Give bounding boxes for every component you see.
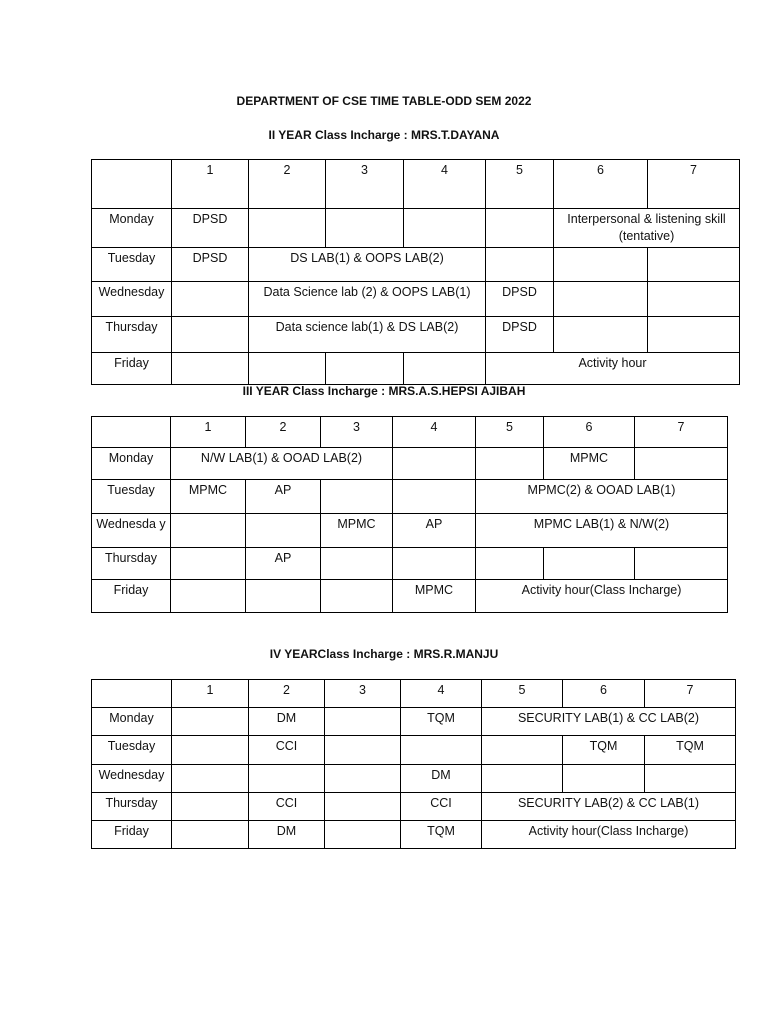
corner-cell: [92, 417, 171, 448]
schedule-cell: [249, 209, 326, 248]
period-header: 6: [563, 680, 645, 708]
schedule-cell: [648, 282, 740, 317]
schedule-cell: [476, 548, 544, 580]
table-row: [92, 793, 736, 821]
day-label: Monday: [92, 708, 172, 736]
period-header: 1: [171, 417, 246, 448]
period-header: 4: [401, 680, 482, 708]
schedule-cell: [171, 580, 246, 613]
schedule-cell: [172, 317, 249, 353]
schedule-cell: [554, 317, 648, 353]
schedule-cell: [486, 209, 554, 248]
period-header: 6: [544, 417, 635, 448]
schedule-cell: SECURITY LAB(1) & CC LAB(2): [482, 708, 736, 736]
schedule-cell: MPMC(2) & OOAD LAB(1): [476, 480, 728, 514]
table-row: [92, 209, 740, 248]
schedule-cell: [645, 765, 736, 793]
schedule-cell: [249, 765, 325, 793]
schedule-cell: [321, 548, 393, 580]
schedule-cell: DM: [401, 765, 482, 793]
fourth-year-timetable: [91, 679, 736, 849]
schedule-cell: [404, 209, 486, 248]
day-label: Friday: [92, 821, 172, 849]
day-label: Thursday: [92, 548, 171, 580]
page-title: DEPARTMENT OF CSE TIME TABLE-ODD SEM 2022: [236, 94, 532, 108]
period-header: 4: [404, 160, 486, 209]
period-header: 1: [172, 160, 249, 209]
schedule-cell: [482, 736, 563, 765]
schedule-cell: [172, 793, 249, 821]
schedule-cell: [172, 282, 249, 317]
period-header: 2: [249, 680, 325, 708]
schedule-cell: [393, 448, 476, 480]
schedule-cell: DPSD: [486, 317, 554, 353]
schedule-cell: [246, 580, 321, 613]
table-row: [92, 353, 740, 385]
period-header: 6: [554, 160, 648, 209]
schedule-cell: [172, 765, 249, 793]
day-label: Friday: [92, 580, 171, 613]
schedule-cell: [326, 353, 404, 385]
third-year-incharge-heading: III YEAR Class Incharge : MRS.A.S.HEPSI AJIBAH: [242, 384, 526, 398]
second-year-timetable: [91, 159, 740, 385]
schedule-cell: [321, 580, 393, 613]
schedule-cell: DPSD: [486, 282, 554, 317]
day-label: Tuesday: [92, 480, 171, 514]
schedule-cell: MPMC: [393, 580, 476, 613]
schedule-cell: [172, 736, 249, 765]
table-header-row: [92, 680, 736, 708]
table-header-row: [92, 160, 740, 209]
day-label: Friday: [92, 353, 172, 385]
second-year-incharge-heading: II YEAR Class Incharge : MRS.T.DAYANA: [268, 128, 500, 142]
schedule-cell: CCI: [401, 793, 482, 821]
table-row: [92, 480, 728, 514]
day-label: Tuesday: [92, 736, 172, 765]
schedule-cell: [404, 353, 486, 385]
corner-cell: [92, 160, 172, 209]
schedule-cell: DM: [249, 821, 325, 849]
fourth-year-incharge-heading: IV YEARClass Incharge : MRS.R.MANJU: [269, 647, 499, 661]
corner-cell: [92, 680, 172, 708]
schedule-cell: Data science lab(1) & DS LAB(2): [249, 317, 486, 353]
period-header: 5: [486, 160, 554, 209]
day-label: Tuesday: [92, 248, 172, 282]
table-row: [92, 514, 728, 548]
schedule-cell: DPSD: [172, 209, 249, 248]
schedule-cell: MPMC: [321, 514, 393, 548]
schedule-cell: [325, 793, 401, 821]
schedule-cell: [635, 448, 728, 480]
day-label: Wednesda y: [92, 514, 171, 548]
schedule-cell: [172, 353, 249, 385]
schedule-cell: [554, 282, 648, 317]
schedule-cell: AP: [393, 514, 476, 548]
schedule-cell: DM: [249, 708, 325, 736]
schedule-cell: N/W LAB(1) & OOAD LAB(2): [171, 448, 393, 480]
table-row: [92, 282, 740, 317]
schedule-cell: [393, 480, 476, 514]
schedule-cell: [401, 736, 482, 765]
period-header: 5: [476, 417, 544, 448]
schedule-cell: [325, 708, 401, 736]
schedule-cell: AP: [246, 480, 321, 514]
schedule-cell: DPSD: [172, 248, 249, 282]
schedule-cell: TQM: [563, 736, 645, 765]
schedule-cell: [648, 248, 740, 282]
day-label: Wednesday: [92, 282, 172, 317]
day-label: Monday: [92, 209, 172, 248]
schedule-cell: [554, 248, 648, 282]
schedule-cell: [171, 514, 246, 548]
period-header: 3: [325, 680, 401, 708]
schedule-cell: [648, 317, 740, 353]
period-header: 1: [172, 680, 249, 708]
schedule-cell: [486, 248, 554, 282]
table-row: [92, 317, 740, 353]
table-row: [92, 736, 736, 765]
schedule-cell: MPMC: [171, 480, 246, 514]
schedule-cell: [246, 514, 321, 548]
third-year-timetable: [91, 416, 728, 613]
schedule-cell: Data Science lab (2) & OOPS LAB(1): [249, 282, 486, 317]
schedule-cell: [635, 548, 728, 580]
schedule-cell: [326, 209, 404, 248]
table-row: [92, 821, 736, 849]
schedule-cell: [325, 821, 401, 849]
period-header: 7: [635, 417, 728, 448]
table-row: [92, 548, 728, 580]
day-label: Wednesday: [92, 765, 172, 793]
schedule-cell: [325, 765, 401, 793]
day-label: Thursday: [92, 793, 172, 821]
period-header: 4: [393, 417, 476, 448]
schedule-cell: [171, 548, 246, 580]
table-header-row: [92, 417, 728, 448]
table-row: [92, 580, 728, 613]
schedule-cell: MPMC: [544, 448, 635, 480]
schedule-cell: [172, 821, 249, 849]
schedule-cell: Interpersonal & listening skill (tentative): [554, 209, 740, 248]
table-row: [92, 448, 728, 480]
schedule-cell: AP: [246, 548, 321, 580]
period-header: 5: [482, 680, 563, 708]
schedule-cell: [544, 548, 635, 580]
schedule-cell: SECURITY LAB(2) & CC LAB(1): [482, 793, 736, 821]
period-header: 7: [648, 160, 740, 209]
schedule-cell: Activity hour(Class Incharge): [482, 821, 736, 849]
schedule-cell: [393, 548, 476, 580]
schedule-cell: [325, 736, 401, 765]
period-header: 2: [246, 417, 321, 448]
schedule-cell: [172, 708, 249, 736]
schedule-cell: [482, 765, 563, 793]
table-row: [92, 708, 736, 736]
schedule-cell: TQM: [401, 708, 482, 736]
day-label: Thursday: [92, 317, 172, 353]
period-header: 2: [249, 160, 326, 209]
period-header: 3: [326, 160, 404, 209]
period-header: 3: [321, 417, 393, 448]
schedule-cell: [476, 448, 544, 480]
schedule-cell: CCI: [249, 736, 325, 765]
table-row: [92, 248, 740, 282]
schedule-cell: MPMC LAB(1) & N/W(2): [476, 514, 728, 548]
schedule-cell: [249, 353, 326, 385]
schedule-cell: TQM: [401, 821, 482, 849]
schedule-cell: Activity hour(Class Incharge): [476, 580, 728, 613]
schedule-cell: TQM: [645, 736, 736, 765]
schedule-cell: Activity hour: [486, 353, 740, 385]
schedule-cell: DS LAB(1) & OOPS LAB(2): [249, 248, 486, 282]
day-label: Monday: [92, 448, 171, 480]
schedule-cell: CCI: [249, 793, 325, 821]
table-row: [92, 765, 736, 793]
period-header: 7: [645, 680, 736, 708]
schedule-cell: [321, 480, 393, 514]
schedule-cell: [563, 765, 645, 793]
